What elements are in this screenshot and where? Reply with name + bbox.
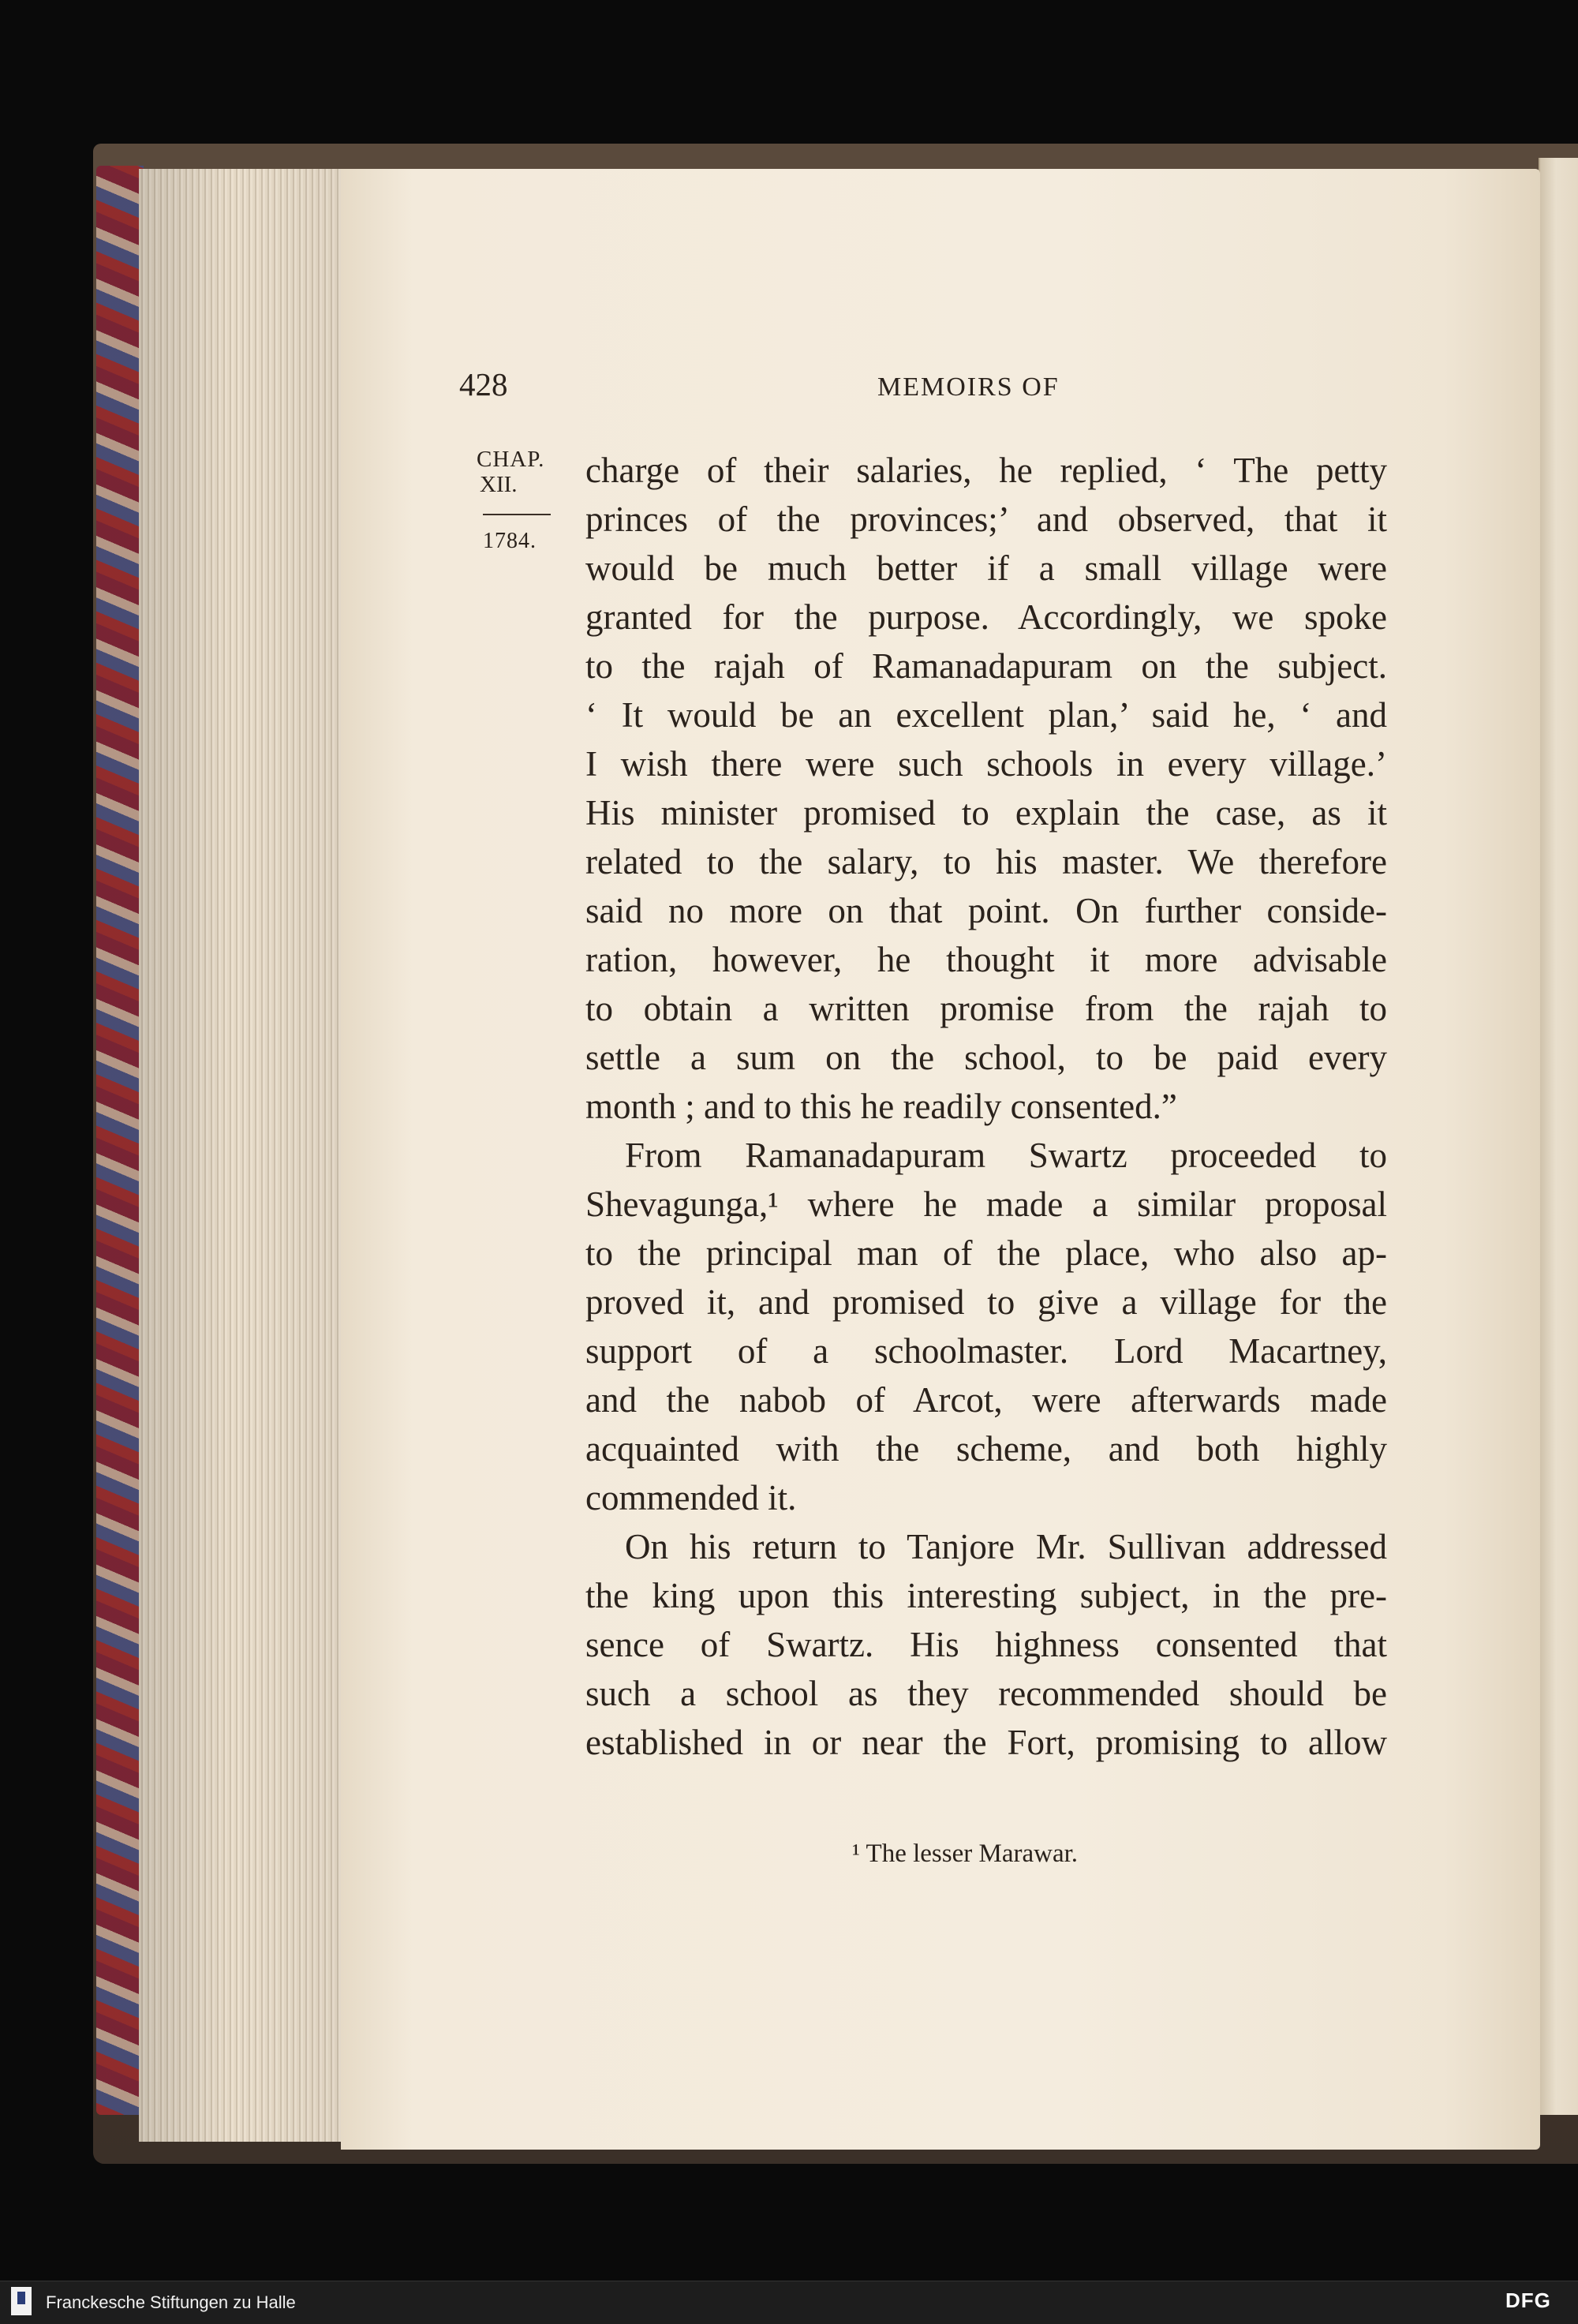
body-line: I wish there were such schools in every village.’ (585, 744, 1387, 784)
body-line: His minister promised to explain the case, as it (585, 793, 1387, 833)
body-line: such a school as they recommended should be (585, 1674, 1387, 1713)
body-line: sence of Swartz. His highness consented that (585, 1625, 1387, 1664)
body-line: settle a sum on the school, to be paid every (585, 1038, 1387, 1077)
body-line: related to the salary, to his master. We therefore (585, 842, 1387, 881)
body-line: said no more on that point. On further conside- (585, 891, 1387, 930)
body-line: to obtain a written promise from the rajah to (585, 989, 1387, 1028)
body-line: to the principal man of the place, who also ap- (585, 1233, 1387, 1273)
margin-chapter-label: CHAP. (477, 447, 545, 472)
dfg-badge: DFG (1505, 2288, 1551, 2312)
body-line: From Ramanadapuram Swartz proceeded to (625, 1136, 1387, 1175)
body-line: ‘ It would be an excellent plan,’ said he, ‘ and (585, 695, 1387, 735)
footnote: ¹ The lesser Marawar. (852, 1839, 1079, 1868)
body-line: On his return to Tanjore Mr. Sullivan addressed (625, 1527, 1387, 1566)
margin-year: 1784. (483, 529, 537, 553)
body-line: Shevagunga,¹ where he made a similar proposal (585, 1184, 1387, 1224)
body-line: support of a schoolmaster. Lord Macartney, (585, 1331, 1387, 1371)
institution-name: Franckesche Stiftungen zu Halle (46, 2292, 296, 2312)
facing-page-edge (1539, 158, 1578, 2115)
body-line: charge of their salaries, he replied, ‘ The petty (585, 451, 1387, 490)
body-line: ration, however, he thought it more advisable (585, 940, 1387, 979)
body-line: acquainted with the scheme, and both highly (585, 1429, 1387, 1469)
margin-chapter-number: XII. (480, 472, 518, 497)
margin-rule (483, 514, 551, 515)
running-head: MEMOIRS OF (877, 372, 1060, 402)
institution-logo-icon (11, 2287, 32, 2315)
body-line: would be much better if a small village were (585, 548, 1387, 588)
page-number: 428 (459, 366, 508, 402)
page-stack-shading (139, 169, 376, 2142)
body-line: to the rajah of Ramanadapuram on the subject. (585, 646, 1387, 686)
body-line: princes of the provinces;’ and observed, that it (585, 500, 1387, 539)
body-line: granted for the purpose. Accordingly, we spoke (585, 597, 1387, 637)
body-line: proved it, and promised to give a village for the (585, 1282, 1387, 1322)
body-line: established in or near the Fort, promising to allow (585, 1723, 1387, 1762)
body-line: the king upon this interesting subject, in the pre- (585, 1576, 1387, 1615)
marbled-edge (96, 166, 144, 2115)
body-line: month ; and to this he readily consented.” (585, 1087, 1177, 1126)
body-line: commended it. (585, 1478, 797, 1518)
body-line: and the nabob of Arcot, were afterwards made (585, 1380, 1387, 1420)
